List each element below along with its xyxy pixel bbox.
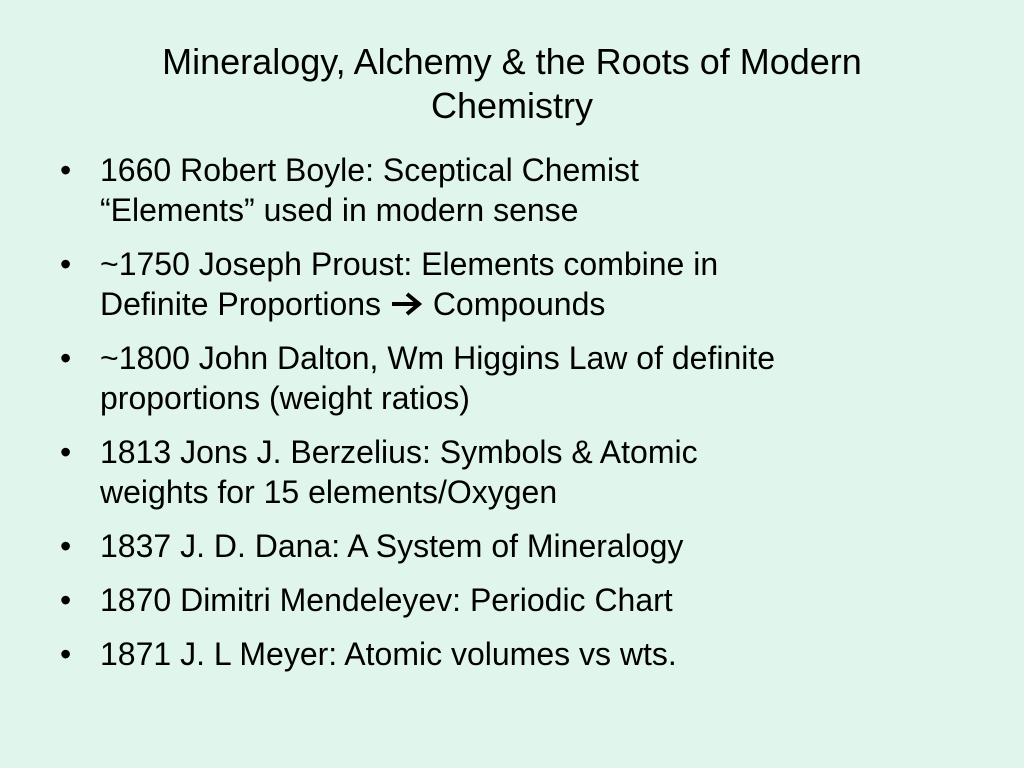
bullet-icon: •: [60, 152, 72, 188]
bullet-text: ~1800 John Dalton, Wm Higgins Law of definite: [100, 340, 776, 376]
bullet-text: “Elements” used in modern sense: [100, 192, 579, 228]
bullet-item-boyle: [60, 150, 970, 230]
bullet-text: 1870 Dimitri Mendeleyev: Periodic Chart: [100, 582, 673, 618]
bullet-text: 1837 J. D. Dana: A System of Mineralogy: [100, 528, 684, 564]
title-line-1: Mineralogy, Alchemy & the Roots of Modern: [162, 41, 862, 82]
bullet-icon: •: [60, 434, 72, 470]
bullet-text-with-arrow: [100, 284, 970, 324]
bullet-item-meyer: [60, 634, 970, 674]
bullet-icon: •: [60, 246, 72, 282]
bullet-icon: •: [60, 582, 72, 618]
bullet-item-dana: [60, 526, 970, 566]
bullet-text: Compounds: [423, 286, 606, 322]
slide-title: [100, 40, 924, 128]
right-arrow-icon: [390, 291, 424, 317]
bullet-text: ~1750 Joseph Proust: Elements combine in: [100, 246, 719, 282]
bullet-icon: •: [60, 340, 72, 376]
bullet-item-proust: [60, 244, 970, 324]
bullet-text: proportions (weight ratios): [100, 380, 470, 416]
bullet-text: 1813 Jons J. Berzelius: Symbols & Atomic: [100, 434, 698, 470]
bullet-text: weights for 15 elements/Oxygen: [100, 474, 558, 510]
bullet-item-dalton: [60, 338, 970, 418]
bullet-text: Definite Proportions: [100, 286, 390, 322]
bullet-text: 1660 Robert Boyle: Sceptical Chemist: [100, 152, 639, 188]
bullet-icon: •: [60, 528, 72, 564]
bullet-item-berzelius: [60, 432, 970, 512]
bullet-text: 1871 J. L Meyer: Atomic volumes vs wts.: [100, 636, 677, 672]
bullet-item-mendeleyev: [60, 580, 970, 620]
bullet-list: [60, 150, 970, 688]
title-line-2: Chemistry: [430, 85, 594, 126]
bullet-icon: •: [60, 636, 72, 672]
